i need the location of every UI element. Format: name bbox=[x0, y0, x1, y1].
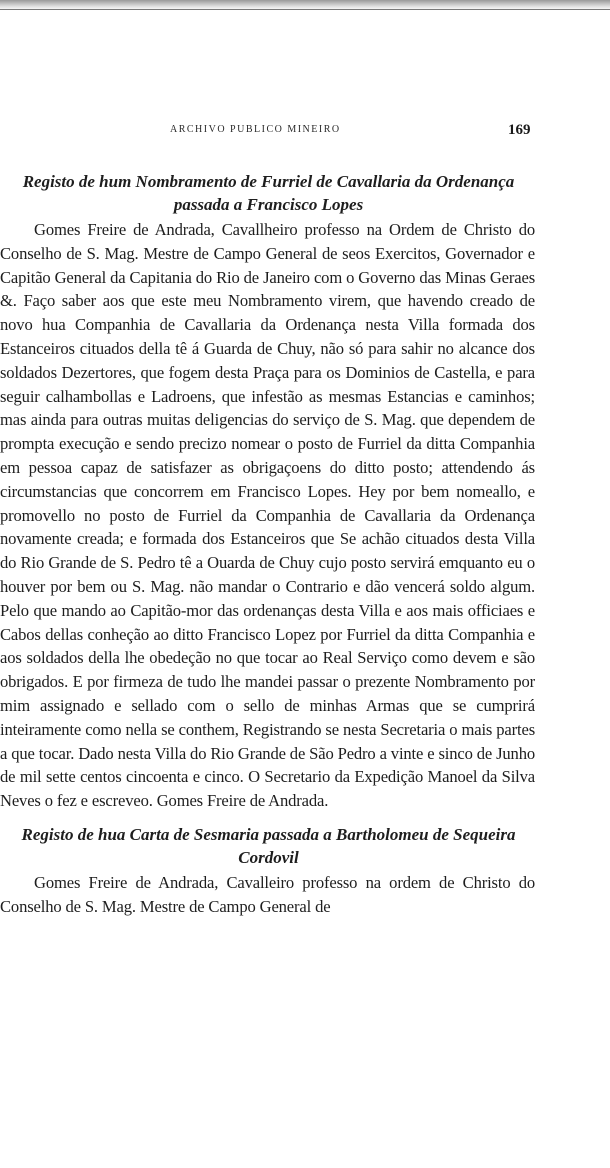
entry-text: Gomes Freire de Andrada, Cavalleiro professo na ordem de Christo do Conselho de S. Mag. Mestre de Campo General de bbox=[0, 872, 535, 916]
entry-text: Gomes Freire de Andrada, Cavallheiro professo na Ordem de Christo do Conselho de S. Mag. Mestre de Campo General de seos Exercitos, Governador e Capitão General da Capitania do Rio de Janeiro com o Governo das Minas Geraes &. Faço saber aos que este meu Nombramento virem, que havendo creado de novo hua Companhia de Cavallaria da Ordenança nesta Villa formada dos Estanceiros cituados della tê á Guarda de Chuy, não só para sahir no alcance dos soldados Dezertores, que fogem desta Praça para os Dominios de Castella, e para seguir calhambollas e Ladroens, que infestão as mesmas Estancias e caminhos; mas ainda para outras muitas deligencias do serviço de S. Mag. que dependem de prompta execução e sendo precizo nomear o posto de Furriel da ditta Companhia em pessoa capaz de satisfazer as obrigaçoens do ditto posto; attendendo ás circumstancias que concorrem em Francisco Lopes. Hey por bem nomeallo, e promovello no posto de Furriel da Companhia de Cavallaria da Ordenança novamente creada; e formada dos Estanceiros que Se achão cituados desta Villa do Rio Grande de S. Pedro tê a Ouarda de Chuy cujo posto servirá emquanto eu o houver por bem ou S. Mag. não mandar o Contrario e dão vencerá soldo algum. Pelo que mando ao Capitão-mor das ordenanças desta Villa e aos mais officiaes e Cabos dellas conheção ao ditto Francisco Lopez por Furriel da ditta Companhia e aos soldados della lhe obedeção no que tocar ao Real Serviço como devem e são obrigados. E por firmeza de tudo lhe mandei passar o prezente Nombramento por mim assignado e sellado com o sello de minhas Armas que se cumprirá inteiramente como nella se conthem, Registrando se nesta Secretaria o mais partes a que tocar. Dado nesta Villa do Rio Grande de São Pedro a vinte e sinco de Junho de mil sette centos cincoenta e cinco. O Secretario da Expedição Manoel da Silva Neves o fez e escreveo. Gomes Freire de Andrada. bbox=[0, 220, 535, 811]
page-number: 169 bbox=[508, 122, 531, 138]
document-entry-2 bbox=[0, 823, 535, 919]
page-body bbox=[0, 170, 535, 919]
document-entry-1 bbox=[0, 170, 535, 813]
running-header bbox=[0, 122, 610, 144]
entry-heading: Registo de hua Carta de Sesmaria passada a Bartholomeu de Sequeira Cordovil bbox=[21, 824, 516, 867]
entry-heading: Registo de hum Nombramento de Furriel de Cavallaria da Ordenança passada a Francisco Lopes bbox=[22, 172, 515, 214]
running-header-title: ARCHIVO PUBLICO MINEIRO bbox=[170, 124, 341, 135]
page-top-rule bbox=[0, 9, 610, 10]
